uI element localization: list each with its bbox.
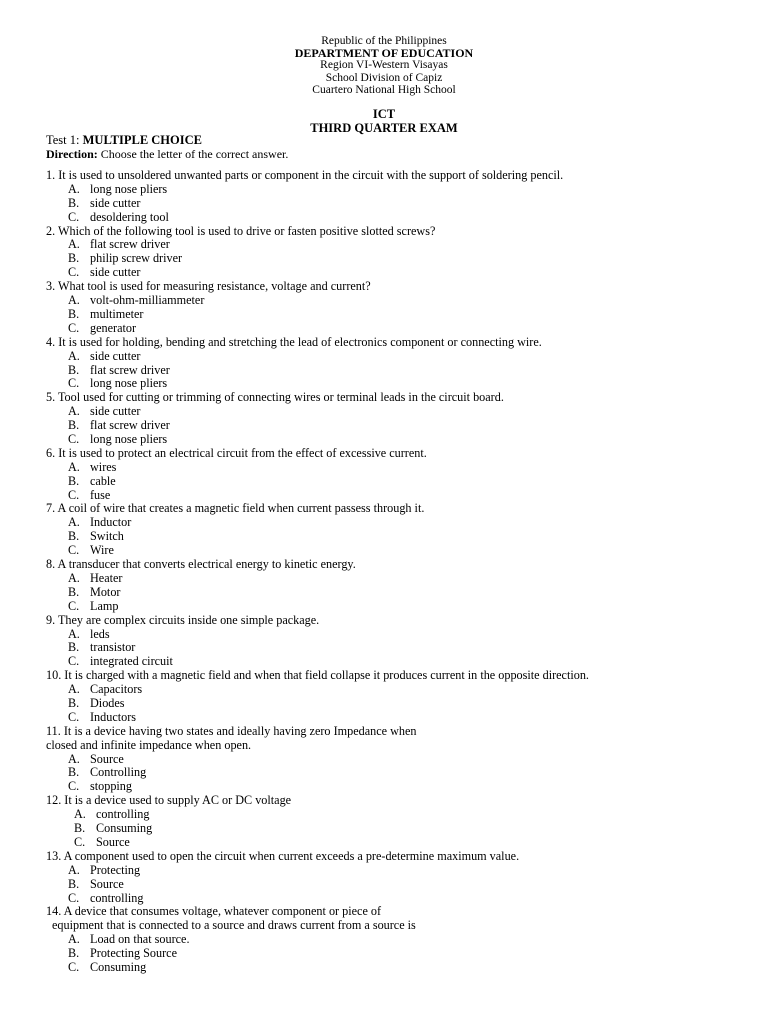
question-text: A component used to open the circuit when current exceeds a pre-determine maximum value. <box>63 848 520 863</box>
option-text: long nose pliers <box>90 181 168 196</box>
question-number: 13. <box>46 848 62 863</box>
option-a <box>46 183 746 197</box>
option-letter: A. <box>68 181 80 196</box>
option-letter: B. <box>74 821 86 836</box>
option-a <box>46 516 746 530</box>
option-letter: C. <box>74 834 86 849</box>
option-c <box>46 266 746 280</box>
option-c <box>46 780 746 794</box>
header-school: Cuartero National High School <box>312 83 456 96</box>
question-number: 11. <box>46 723 61 738</box>
question-text: It is used to unsoldered unwanted parts or component in the circuit with the support of soldering pencil. <box>58 168 564 182</box>
exam-name: THIRD QUARTER EXAM <box>310 120 458 135</box>
option-letter: C. <box>68 320 80 335</box>
option-letter: C. <box>68 543 80 558</box>
option-c <box>46 489 746 503</box>
option-a <box>46 405 746 419</box>
option-b <box>46 586 746 600</box>
option-letter: C. <box>68 598 80 613</box>
option-letter: C. <box>68 432 80 446</box>
option-b <box>46 364 746 378</box>
option-text: Source <box>90 751 124 766</box>
option-letter: A. <box>68 682 80 697</box>
option-text: stopping <box>90 779 132 794</box>
question-4 <box>46 336 746 392</box>
option-letter: B. <box>68 418 80 433</box>
exam-subject: ICT <box>372 107 396 121</box>
option-text: flat screw driver <box>90 362 170 377</box>
option-letter: C. <box>68 890 80 905</box>
option-text: Source <box>96 834 130 849</box>
direction-label: Direction: <box>46 147 98 161</box>
option-text: Consuming <box>90 960 147 975</box>
option-text: Protecting <box>90 862 141 877</box>
option-letter: C. <box>68 487 80 502</box>
option-letter: B. <box>68 696 80 710</box>
question-text: It is a device having two states and ideally having zero Impedance when <box>63 723 417 738</box>
question-number: 2. <box>46 223 56 238</box>
question-11 <box>46 725 746 794</box>
option-a <box>46 572 746 586</box>
option-b <box>46 419 746 433</box>
option-a <box>46 238 746 252</box>
option-letter: B. <box>68 195 80 210</box>
option-text: transistor <box>90 640 136 655</box>
test-type: MULTIPLE CHOICE <box>82 133 202 147</box>
option-letter: C. <box>68 960 80 975</box>
option-text: Source <box>90 876 124 891</box>
test-heading <box>46 133 202 147</box>
option-text: Inductors <box>90 709 137 724</box>
option-c <box>46 711 746 725</box>
header-region: Region VI-Western Visayas <box>320 59 448 72</box>
question-text: Tool used for cutting or trimming of connecting wires or terminal leads in the circuit board. <box>57 390 504 405</box>
question-2 <box>46 225 746 281</box>
option-text: controlling <box>96 807 150 822</box>
question-text: What tool is used for measuring resistance, voltage and current? <box>57 279 371 294</box>
option-text: side cutter <box>90 348 141 363</box>
option-b <box>46 252 746 266</box>
option-letter: A. <box>68 751 80 766</box>
option-text: Consuming <box>96 821 153 836</box>
option-letter: A. <box>68 515 80 530</box>
option-a <box>46 294 746 308</box>
option-c <box>46 655 746 669</box>
option-b <box>46 878 746 892</box>
question-8 <box>46 558 746 614</box>
option-letter: C. <box>68 709 80 724</box>
question-number: 9. <box>46 612 56 627</box>
option-text: Lamp <box>90 598 119 613</box>
option-b <box>46 641 746 655</box>
direction-line <box>46 148 288 161</box>
option-text: multimeter <box>90 306 144 321</box>
option-text: volt-ohm-milliammeter <box>90 293 205 308</box>
option-c <box>46 544 746 558</box>
option-letter: B. <box>68 640 80 655</box>
option-letter: A. <box>68 932 80 947</box>
option-text: philip screw driver <box>90 251 183 266</box>
question-text-continued: equipment that is connected to a source and draws current from a source is <box>52 918 416 933</box>
option-text: flat screw driver <box>90 418 170 433</box>
test-prefix: Test 1: <box>46 133 80 147</box>
option-c <box>46 892 746 906</box>
option-letter: A. <box>68 862 80 877</box>
option-b <box>46 475 746 489</box>
option-letter: B. <box>68 362 80 377</box>
option-c <box>46 322 746 336</box>
option-letter: A. <box>68 570 80 585</box>
question-number: 14. <box>46 904 62 919</box>
option-c <box>46 961 746 975</box>
option-letter: A. <box>74 807 86 822</box>
question-number: 3. <box>46 279 56 294</box>
question-7 <box>46 502 746 558</box>
option-text: Load on that source. <box>90 932 190 947</box>
option-letter: A. <box>68 459 80 474</box>
option-text: Capacitors <box>90 682 143 697</box>
option-c <box>46 433 746 447</box>
option-letter: A. <box>68 237 80 252</box>
question-14 <box>46 905 746 974</box>
option-b <box>46 530 746 544</box>
option-text: side cutter <box>90 265 141 280</box>
option-letter: C. <box>68 376 80 391</box>
option-text: controlling <box>90 890 144 905</box>
option-text: side cutter <box>90 195 141 210</box>
question-9 <box>46 614 746 670</box>
option-text: wires <box>90 459 117 474</box>
direction-text: Choose the letter of the correct answer. <box>100 147 289 161</box>
option-text: generator <box>90 320 137 335</box>
option-letter: B. <box>68 946 80 961</box>
option-text: fuse <box>90 487 111 502</box>
option-letter: C. <box>68 265 80 280</box>
option-a <box>46 808 746 822</box>
question-number: 6. <box>46 445 56 460</box>
option-text: Switch <box>90 529 124 544</box>
option-text: long nose pliers <box>90 432 168 446</box>
option-letter: A. <box>68 404 80 419</box>
option-text: desoldering tool <box>90 209 169 224</box>
header-republic: Republic of the Philippines <box>321 35 447 47</box>
option-b <box>46 308 746 322</box>
option-text: integrated circuit <box>90 654 173 669</box>
question-text: A transducer that converts electrical energy to kinetic energy. <box>57 557 356 572</box>
option-text: side cutter <box>90 404 141 419</box>
option-b <box>46 697 746 711</box>
header-division: School Division of Capiz <box>325 71 443 84</box>
question-12 <box>46 794 746 850</box>
option-text: flat screw driver <box>90 237 170 252</box>
option-letter: B. <box>68 251 80 266</box>
option-a <box>46 933 746 947</box>
question-text: It is used to protect an electrical circuit from the effect of excessive current. <box>58 445 427 460</box>
header-department: DEPARTMENT OF EDUCATION <box>294 46 474 61</box>
option-a <box>46 628 746 642</box>
question-number: 10. <box>46 668 62 683</box>
option-a <box>46 350 746 364</box>
option-text: leds <box>90 626 110 641</box>
option-text: cable <box>90 473 116 488</box>
option-text: Heater <box>90 570 123 585</box>
question-text: It is used for holding, bending and stretching the lead of electronics component or connecting wire. <box>58 334 542 349</box>
question-number: 5. <box>46 390 56 405</box>
option-letter: B. <box>68 876 80 891</box>
option-a <box>46 753 746 767</box>
option-text: long nose pliers <box>90 376 168 391</box>
question-number: 8. <box>46 557 56 572</box>
option-b <box>46 822 746 836</box>
option-text: Inductor <box>90 515 132 530</box>
document-header <box>0 35 768 96</box>
option-a <box>46 683 746 697</box>
option-a <box>46 461 746 475</box>
question-number: 1. <box>46 168 56 182</box>
question-3 <box>46 280 746 336</box>
question-text: It is charged with a magnetic field and when that field collapse it produces current in the opposite direction. <box>64 668 589 683</box>
option-letter: B. <box>68 473 80 488</box>
option-letter: B. <box>68 306 80 321</box>
option-letter: A. <box>68 626 80 641</box>
option-b <box>46 766 746 780</box>
question-5 <box>46 391 746 447</box>
option-text: Diodes <box>90 696 125 710</box>
option-b <box>46 947 746 961</box>
option-letter: C. <box>68 209 80 224</box>
question-1 <box>46 169 746 225</box>
question-text-continued: closed and infinite impedance when open. <box>46 737 252 752</box>
question-text: It is a device used to supply AC or DC voltage <box>64 793 292 808</box>
question-text: A device that consumes voltage, whatever component or piece of <box>63 904 382 919</box>
option-b <box>46 197 746 211</box>
question-6 <box>46 447 746 503</box>
option-letter: B. <box>68 529 80 544</box>
option-text: Protecting Source <box>90 946 177 961</box>
option-letter: A. <box>68 293 80 308</box>
option-c <box>46 377 746 391</box>
option-letter: C. <box>68 779 80 794</box>
question-text: Which of the following tool is used to drive or fasten positive slotted screws? <box>57 223 436 238</box>
option-c <box>46 211 746 225</box>
question-number: 7. <box>46 501 56 516</box>
question-list <box>46 169 746 975</box>
option-text: Motor <box>90 584 121 599</box>
option-a <box>46 864 746 878</box>
question-number: 12. <box>46 793 62 808</box>
exam-title <box>0 108 768 135</box>
question-13 <box>46 850 746 906</box>
option-text: Wire <box>90 543 114 558</box>
option-text: Controlling <box>90 765 147 780</box>
option-c <box>46 836 746 850</box>
question-10 <box>46 669 746 725</box>
option-letter: A. <box>68 348 80 363</box>
option-letter: B. <box>68 765 80 780</box>
option-c <box>46 600 746 614</box>
question-number: 4. <box>46 334 56 349</box>
option-letter: B. <box>68 584 80 599</box>
option-letter: C. <box>68 654 80 669</box>
question-text: A coil of wire that creates a magnetic field when current passess through it. <box>57 501 425 516</box>
question-text: They are complex circuits inside one simple package. <box>57 612 320 627</box>
